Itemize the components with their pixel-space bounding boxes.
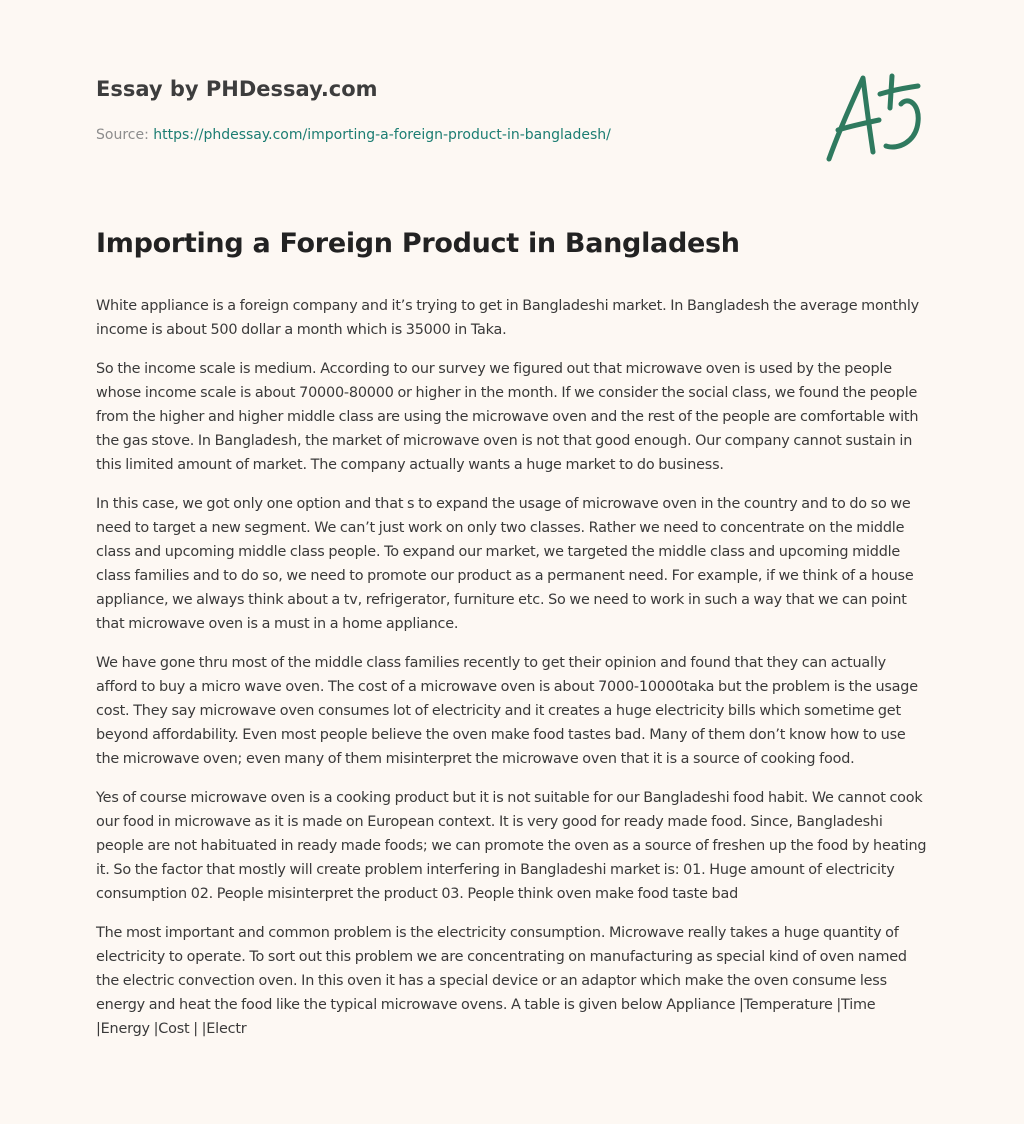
a-plus-logo-icon — [818, 64, 930, 168]
source-label: Source: — [96, 127, 149, 143]
essay-content — [96, 224, 930, 1056]
essay-paragraph: The most important and common problem is the electricity consumption. Microwave really takes a huge quantity of electricity to operate. To sort out this problem we are concentrating on manufacturing as special kind of oven named the electric convection oven. In this oven it has a special device or an adaptor which make the oven consume less energy and heat the food like the typical microwave ovens. A table is given below Appliance |Temperature |Time |Energy |Cost | |Electr — [96, 925, 907, 1037]
source-line — [96, 125, 716, 145]
essay-paragraph: In this case, we got only one option and that s to expand the usage of microwave oven in the country and to do so we need to target a new segment. We can’t just work on only two classes. Rather we need to concentrate on the middle class and upcoming middle class people. To expand our market, we targeted the middle class and upcoming middle class families and to do so, we need to promote our product as a permanent need. For example, if we think of a house appliance, we always think about a tv, refrigerator, furniture etc. So we need to work in such a way that we can point that microwave oven is a must in a home appliance. — [96, 496, 914, 632]
source-link[interactable]: https://phdessay.com/importing-a-foreign-product-in-bangladesh/ — [153, 127, 611, 143]
essay-paragraph: So the income scale is medium. According to our survey we figured out that microwave oven is used by the people whose income scale is about 70000-80000 or higher in the month. If we consider the social class, we found the people from the higher and higher middle class are using the microwave oven and the rest of the people are comfortable with the gas stove. In Bangladesh, the market of microwave oven is not that good enough. Our company cannot sustain in this limited amount of market. The company actually wants a huge market to do business. — [96, 361, 919, 473]
essay-paragraph: Yes of course microwave oven is a cooking product but it is not suitable for our Bangladeshi food habit. We cannot cook our food in microwave as it is made on European context. It is very good for ready made food. Since, Bangladeshi people are not habituated in ready made foods; we can promote the oven as a source of freshen up the food by heating it. So the factor that mostly will create problem interfering in Bangladeshi market is: 01. Huge amount of electricity consumption 02. People misinterpret the product 03. People think oven make food taste bad — [96, 790, 927, 902]
essay-paragraph: We have gone thru most of the middle class families recently to get their opinion and found that they can actually afford to buy a micro wave oven. The cost of a microwave oven is about 7000-10000taka but the problem is the usage cost. They say microwave oven consumes lot of electricity and it creates a huge electricity bills which sometime get beyond affordability. Even most people believe the oven make food tastes bad. Many of them don’t know how to use the microwave oven; even many of them misinterpret the microwave oven that it is a source of cooking food. — [96, 655, 918, 767]
site-title: Essay by PHDessay.com — [96, 77, 378, 101]
essay-paragraph: White appliance is a foreign company and it’s trying to get in Bangladeshi market. In Bangladesh the average monthly income is about 500 dollar a month which is 35000 in Taka. — [96, 298, 919, 338]
a-plus-logo-svg — [818, 64, 930, 168]
essay-title: Importing a Foreign Product in Bangladesh — [96, 228, 740, 259]
page-header — [96, 74, 716, 145]
